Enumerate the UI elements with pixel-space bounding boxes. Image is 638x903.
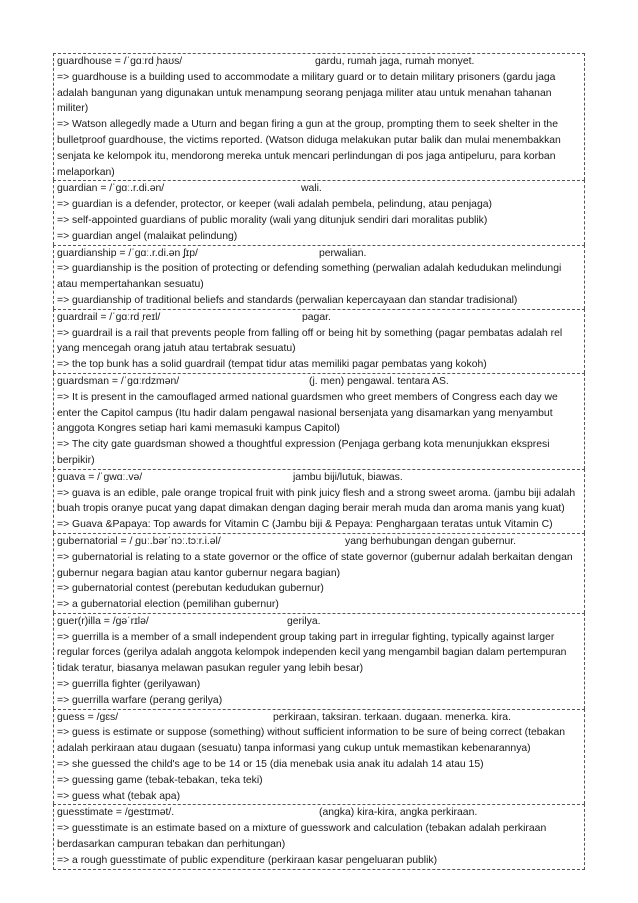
entry-header (57, 54, 582, 70)
entry-meaning: wali. (301, 183, 322, 195)
dictionary-entry (53, 533, 585, 613)
dictionary-entry (53, 309, 585, 373)
entry-header (57, 470, 582, 486)
entry-header (57, 374, 582, 390)
dictionary-entry (53, 804, 585, 869)
entry-meaning: (j. men) pengawal. tentara AS. (309, 375, 449, 387)
entry-header (57, 805, 582, 821)
entry-headword: guardianship = /ˈɡɑː.r.di.ən ̩ʃɪp/ (57, 247, 198, 259)
entry-meaning: yang berhubungan dengan gubernur. (345, 535, 517, 547)
entry-example-line: => guerrilla warfare (perang gerilya) (57, 694, 223, 706)
entry-headword: guardian = /ˈɡɑː.r.di.ən/ (57, 183, 165, 195)
dictionary-entry (53, 613, 585, 709)
entry-example-line: => Guava &Papaya: Top awards for Vitamin C (Jambu biji & Pepaya: Penghargaan teratas untuk Vitamin C) (57, 519, 553, 531)
entry-example-line: => she guessed the child's age to be 14 or 15 (dia menebak usia anak itu adalah 14 atau 15) (57, 759, 484, 771)
entry-headword: guesstimate = /ɡestɪmət/. (57, 807, 175, 819)
entry-meaning: perwalian. (319, 247, 367, 259)
entry-headword: gubernatorial = / ̩ɡuː.bərˈnɔː.tɔːr.i.əl/ (57, 535, 221, 547)
entry-meaning: perkiraan, taksiran. terkaan. dugaan. menerka. kira. (273, 711, 511, 723)
entry-header (57, 181, 582, 197)
entry-meaning: (angka) kira-kira, angka perkiraan. (319, 807, 478, 819)
entry-example-line: => guardianship of traditional beliefs and standards (perwalian kepercayaan dan standar tradisional) (57, 294, 518, 306)
entry-headword: guardrail = /ˈɡɑːrd ̩reɪl/ (57, 311, 161, 323)
entry-example-line: => self-appointed guardians of public morality (wali yang ditunjuk sendiri dari moralitas publik) (57, 214, 488, 226)
entry-meaning: jambu biji/lutuk, biawas. (293, 471, 403, 483)
entry-header (57, 614, 582, 630)
entry-example-line: => the top bunk has a solid guardrail (tempat tidur atas memiliki pagar pembatas yang kokoh) (57, 359, 487, 371)
entry-example-line: => guardrail is a rail that prevents people from falling off or being hit by something (pagar pembatas adalah rel yang mencegah orang jatuh atau tertabrak sesuatu) (57, 327, 563, 355)
entry-header (57, 710, 582, 726)
entry-example-line: => guardianship is the position of protecting or defending something (perwalian adalah kedudukan melindungi atau mempertahankan sesuatu) (57, 263, 562, 291)
dictionary-entry (53, 53, 585, 180)
entry-example-line: => gubernatorial is relating to a state governor or the office of state governor (gubernur adalah berkaitan dengan gubernur negara bagian atau kantor gubernur negara bagian) (57, 551, 573, 579)
entry-example-line: => guava is an edible, pale orange tropical fruit with pink juicy flesh and a strong sweet aroma. (jambu biji adalah buah tropis oranye pucat yang dapat dimakan dengan daging berair merah muda dan aroma manis yang kuat) (57, 487, 576, 515)
dictionary-entry (53, 469, 585, 533)
dictionary-page (53, 53, 585, 870)
dictionary-entry (53, 245, 585, 309)
entry-headword: guer(r)illa = /ɡəˈrɪlə/ (57, 615, 149, 627)
dictionary-entry (53, 373, 585, 469)
entry-example-line: => guardian is a defender, protector, or keeper (wali adalah pembela, pelindung, atau penjaga) (57, 199, 492, 211)
entry-headword: guess = /ɡɛs/ (57, 711, 119, 723)
entry-example-line: => a gubernatorial election (pemilihan gubernur) (57, 599, 279, 611)
entry-headword: guava = /ˈɡwɑː.və/ (57, 471, 143, 483)
dictionary-entry (53, 180, 585, 244)
entry-headword: guardhouse = /ˈɡɑːrd ̩haʊs/ (57, 56, 183, 67)
entry-example-line: => guesstimate is an estimate based on a mixture of guesswork and calculation (tebakan adalah perkiraan berdasarkan campuran tebakan dan perhitungan) (57, 823, 547, 851)
entry-meaning: pagar. (302, 311, 331, 323)
entry-example-line: => guardhouse is a building used to accommodate a military guard or to detain military prisoners (gardu jaga adalah bangunan yang digunakan untuk menampung seorang penjaga militer atau untuk menahan tahanan militer) (57, 71, 556, 115)
entry-example-line: => The city gate guardsman showed a thoughtful expression (Penjaga gerbang kota menunjukkan ekspresi berpikir) (57, 439, 550, 466)
dictionary-entry (53, 709, 585, 805)
entry-headword: guardsman = /ˈɡɑːrdzmən/ (57, 375, 180, 387)
entry-example-line: => guess is estimate or suppose (something) without sufficient information to be sure of being correct (tebakan adalah perkiraan atau dugaan (sesuatu) tanpa informasi yang cukup untuk memastikan kebenarannya) (57, 727, 566, 755)
entry-example-line: => guess what (tebak apa) (57, 790, 181, 802)
entry-header (57, 534, 582, 550)
entry-example-line: => guardian angel (malaikat pelindung) (57, 230, 238, 242)
entry-example-line: => guerrilla fighter (gerilyawan) (57, 679, 201, 691)
entry-example-line: => It is present in the camouflaged armed national guardsmen who greet members of Congress each day we enter the Capitol campus (Itu hadir dalam pengawal nasional bersenjata yang disamarkan yang menyambut anggota Kongres setiap hari kami memasuki kampus Capitol) (57, 391, 558, 435)
entry-example-line: => Watson allegedly made a Uturn and began firing a gun at the group, prompting them to seek shelter in the bulletproof guardhouse, the victims reported. (Watson diduga melakukan putar balik dan mulai menembakkan senjata ke kelompok itu, mendorong mereka untuk mencari perlindungan di pos jaga antipeluru, para korban melaporkan) (57, 119, 561, 178)
entry-example-line: => gubernatorial contest (perebutan kedudukan gubernur) (57, 583, 324, 595)
entry-example-line: => a rough guesstimate of public expenditure (perkiraan kasar pengeluaran publik) (57, 854, 438, 866)
entry-header (57, 246, 582, 262)
entry-meaning: gerilya. (287, 615, 321, 627)
entry-header (57, 310, 582, 326)
entry-example-line: => guerrilla is a member of a small independent group taking part in irregular fighting, typically against larger regular forces (gerilya adalah anggota kelompok independen kecil yang mengambil bagian dalam pertempuran tidak teratur, biasanya melawan pasukan reguler yang lebih besar) (57, 631, 567, 675)
entry-meaning: gardu, rumah jaga, rumah monyet. (315, 56, 475, 67)
entry-example-line: => guessing game (tebak-tebakan, teka teki) (57, 774, 263, 786)
